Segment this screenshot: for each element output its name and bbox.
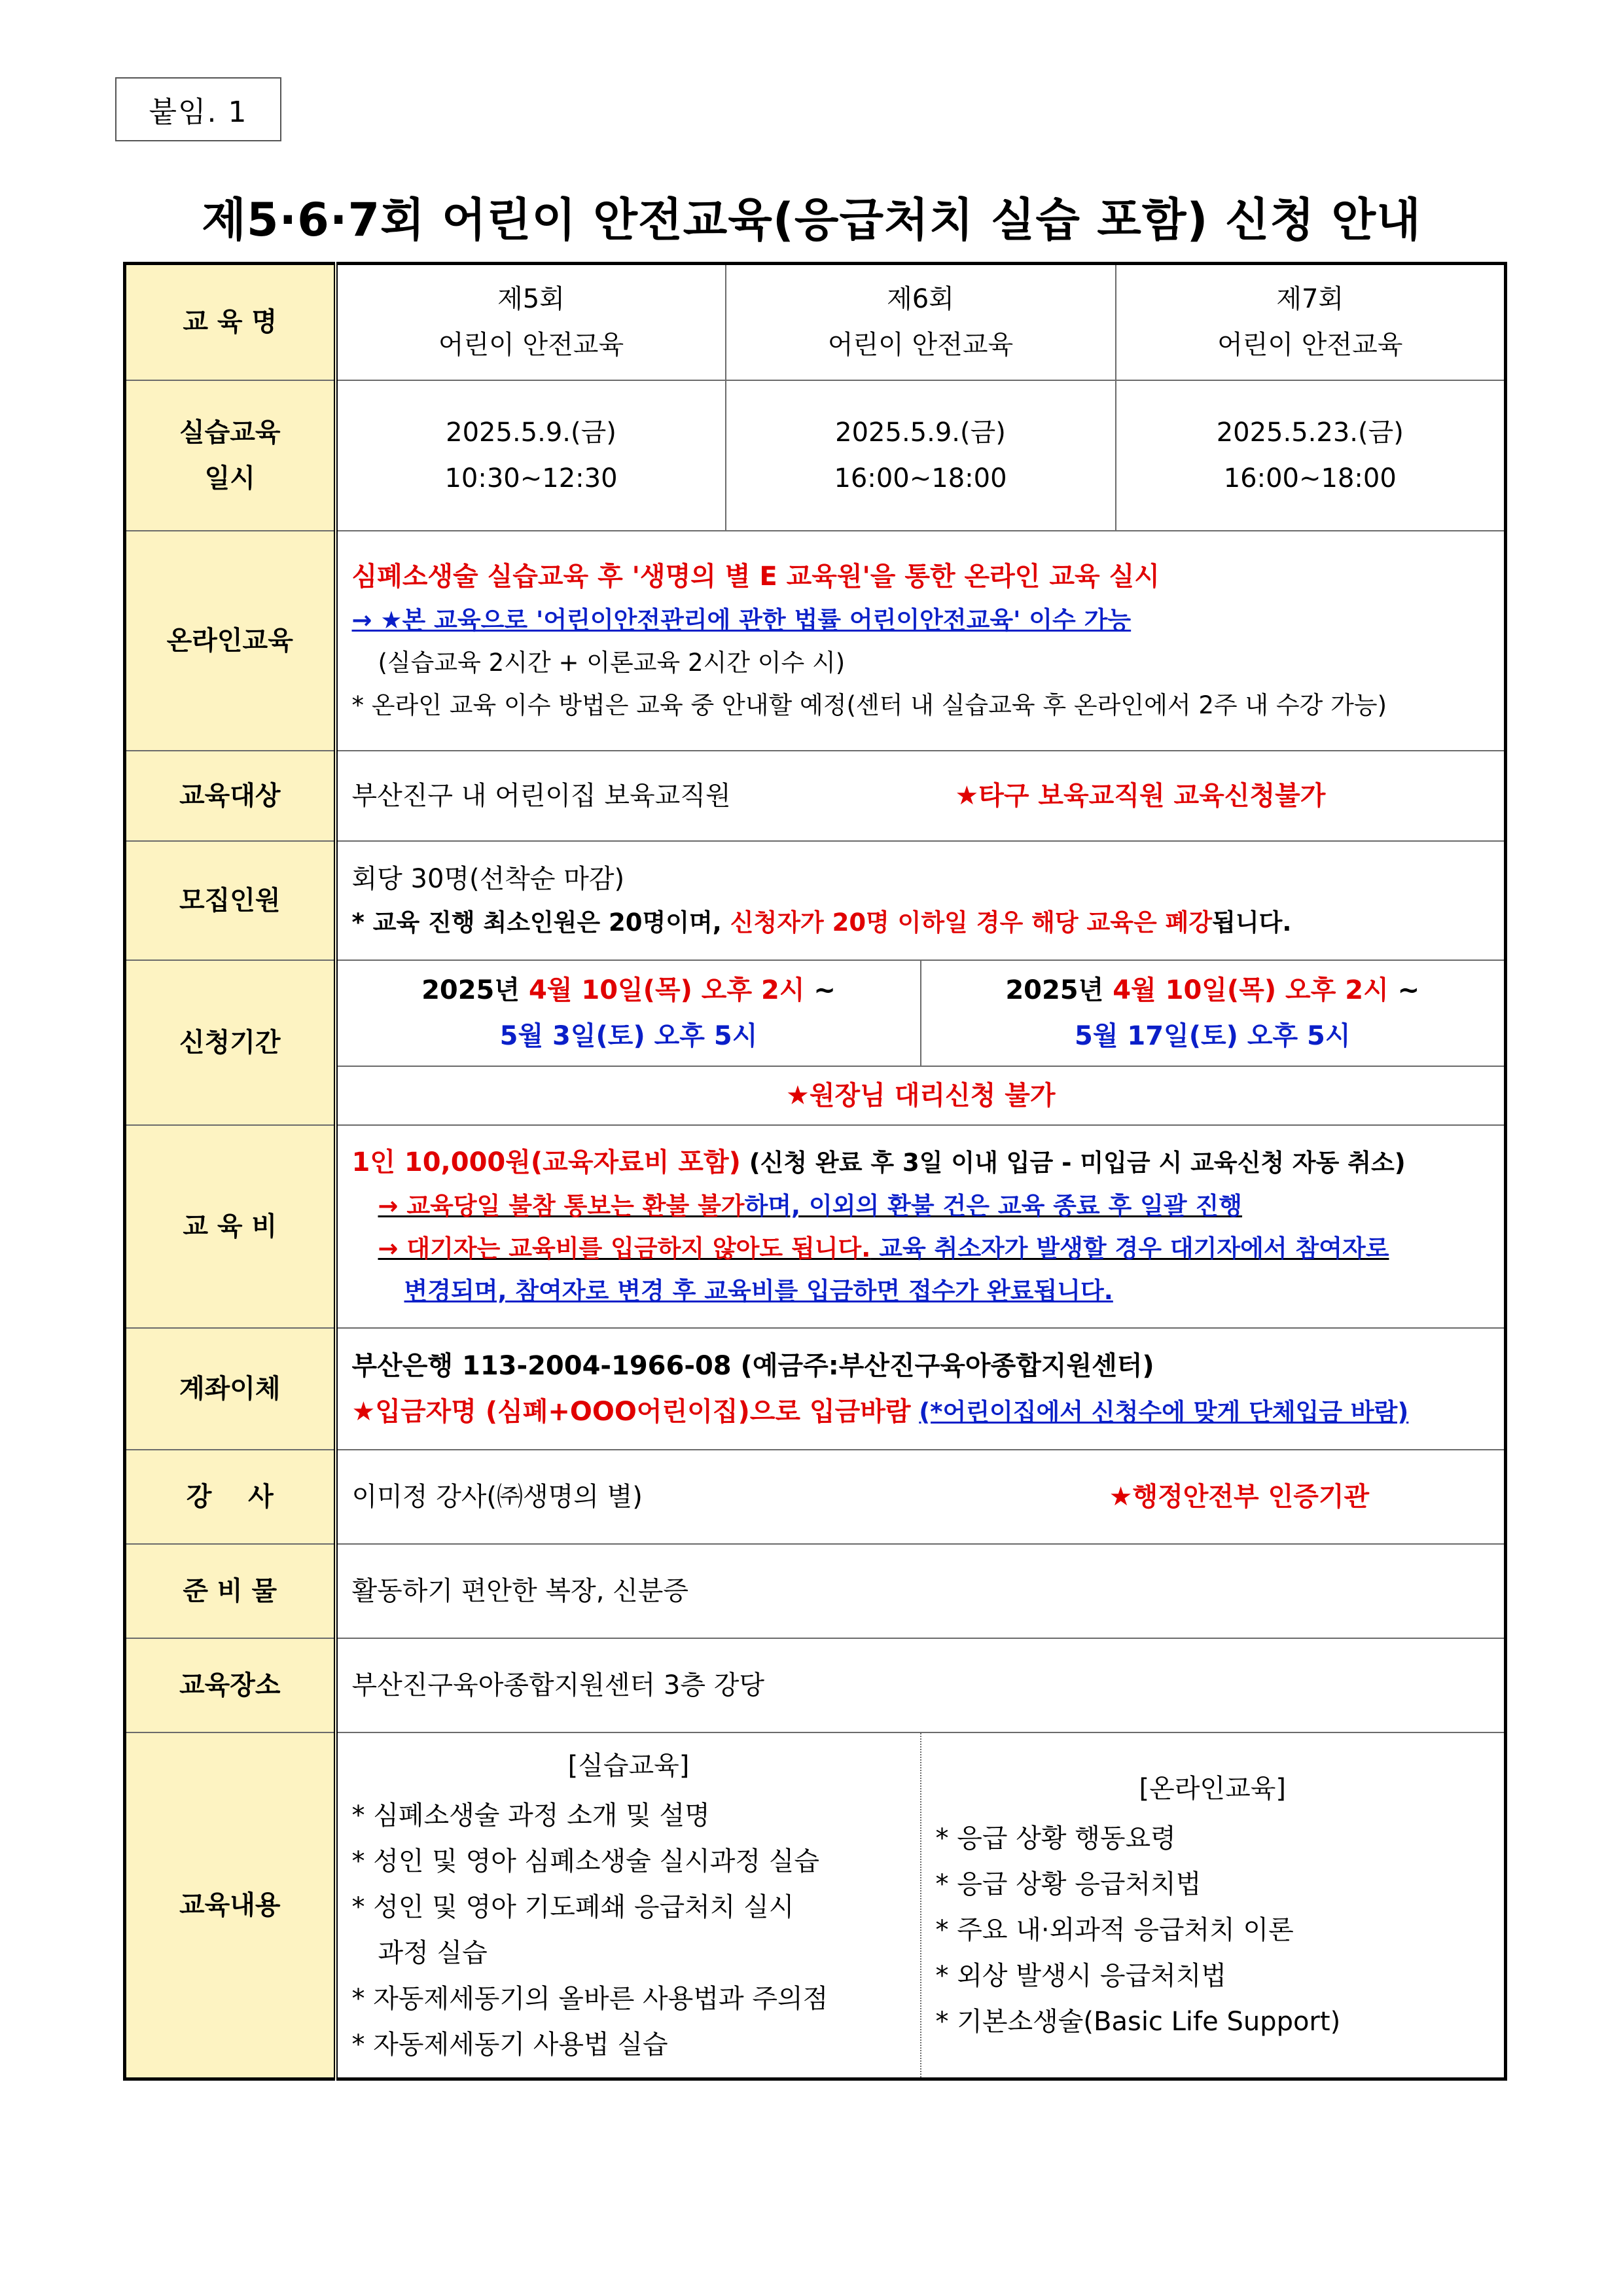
fee-waitlist-rest: 교육 취소자가 발생할 경우 대기자에서 참여자로 — [870, 1234, 1389, 1263]
row-recruit — [125, 841, 1506, 960]
transfer-cell — [336, 1328, 1506, 1450]
practice-content-title: [실습교육] — [567, 1750, 690, 1781]
prepare-text: 활동하기 편안한 복장, 신분증 — [336, 1544, 1506, 1638]
row-apply-period — [125, 960, 1506, 1066]
label-transfer: 계좌이체 — [125, 1328, 336, 1450]
session-date: 2025.5.23.(금) — [1216, 417, 1404, 448]
session-time: 16:00~18:00 — [1223, 463, 1397, 493]
practice-item: * 심폐소생술 과정 소개 및 설명 — [351, 1800, 710, 1831]
session-6-datetime-cell — [726, 380, 1116, 531]
apply-start: 4월 10일(목) 오후 2시 — [1113, 975, 1389, 1005]
apply-period-left — [336, 960, 921, 1066]
label-fee: 교 육 비 — [125, 1125, 336, 1328]
label-prepare: 준 비 물 — [125, 1544, 336, 1638]
row-instructor — [125, 1450, 1506, 1544]
label-venue: 교육장소 — [125, 1638, 336, 1732]
online-law-note: → ★본 교육으로 '어린이안전관리에 관한 법률 어린이안전교육' 이수 가능 — [351, 606, 1132, 635]
apply-end: 5월 3일(토) 오후 5시 — [499, 1020, 758, 1051]
apply-proxy-notice: ★원장님 대리신청 불가 — [336, 1066, 1506, 1125]
recruit-cell — [336, 841, 1506, 960]
label-online: 온라인교육 — [125, 531, 336, 751]
practice-item: * 자동제세동기 사용법 실습 — [351, 2029, 668, 2060]
label-apply-period: 신청기간 — [125, 960, 336, 1125]
label-line: 일시 — [204, 463, 255, 493]
recruit-count: 회당 30명(선착순 마감) — [351, 864, 625, 895]
target-text: 부산진구 내 어린이집 보육교직원 — [351, 780, 731, 811]
fee-refund-rule: → 교육당일 불참 통보는 환불 불가 — [378, 1192, 745, 1221]
fee-cell — [336, 1125, 1506, 1328]
session-5-datetime-cell — [336, 380, 726, 531]
depositor-name-rule: ★입금자명 (심폐+OOO어린이집)으로 입금바람 — [351, 1396, 911, 1427]
row-target — [125, 751, 1506, 841]
instructor-certification: ★행정안전부 인증기관 — [1109, 1481, 1370, 1512]
practice-item: * 성인 및 영아 기도폐쇄 응급처치 실시 — [351, 1892, 794, 1922]
online-item: * 응급 상황 행동요령 — [935, 1823, 1176, 1854]
row-online — [125, 531, 1506, 751]
row-prepare — [125, 1544, 1506, 1638]
session-round: 제7회 — [1276, 284, 1344, 315]
session-6-name-cell — [726, 264, 1116, 380]
session-7-name-cell — [1116, 264, 1506, 380]
instructor-cell — [336, 1450, 1506, 1544]
label-recruit: 모집인원 — [125, 841, 336, 960]
session-7-datetime-cell — [1116, 380, 1506, 531]
group-deposit-note: (*어린이집에서 신청수에 맞게 단체입금 바람) — [919, 1397, 1409, 1426]
fee-amount: 1인 10,000원(교육자료비 포함) — [351, 1147, 741, 1178]
online-content-cell — [921, 1732, 1506, 2079]
label-instructor: 강 사 — [125, 1450, 336, 1544]
label-target: 교육대상 — [125, 751, 336, 841]
label-practice-datetime — [125, 380, 336, 531]
bank-account: 부산은행 113-2004-1966-08 (예금주:부산진구육아종합지원센터) — [351, 1350, 1154, 1381]
practice-item: * 자동제세동기의 올바른 사용법과 주의점 — [351, 1983, 829, 2014]
online-cell — [336, 531, 1506, 751]
label-course-name: 교 육 명 — [125, 264, 336, 380]
apply-year: 2025년 — [421, 975, 529, 1005]
apply-period-right — [921, 960, 1506, 1066]
target-warning: ★타구 보육교직원 교육신청불가 — [955, 780, 1326, 811]
row-fee — [125, 1125, 1506, 1328]
row-content — [125, 1732, 1506, 2079]
fee-waitlist-continued: 변경되며, 참여자로 변경 후 교육비를 입금하면 접수가 완료됩니다. — [404, 1276, 1113, 1305]
session-date: 2025.5.9.(금) — [835, 417, 1006, 448]
session-time: 10:30~12:30 — [444, 463, 618, 493]
application-info-table — [123, 262, 1507, 2081]
session-5-name-cell — [336, 264, 726, 380]
online-content-title: [온라인교육] — [1139, 1773, 1286, 1804]
online-method-note: * 온라인 교육 이수 방법은 교육 중 안내할 예정(센터 내 실습교육 후 온라인에서 2주 내 수강 가능) — [351, 691, 1387, 719]
apply-start: 4월 10일(목) 오후 2시 — [528, 975, 805, 1005]
recruit-note — [352, 902, 1490, 944]
fee-refund-rest: 하며, 이외의 환불 건은 교육 종료 후 일괄 진행 — [744, 1192, 1243, 1221]
label-content: 교육내용 — [125, 1732, 336, 2079]
session-date: 2025.5.9.(금) — [446, 417, 616, 448]
recruit-cancel-condition: 신청자가 20명 이하일 경우 해당 교육은 폐강 — [730, 908, 1213, 937]
apply-year: 2025년 — [1005, 975, 1113, 1005]
recruit-note-part: * 교육 진행 최소인원은 20명이며, — [351, 908, 730, 937]
fee-waitlist-rule: → 대기자는 교육비를 입금하지 않아도 됩니다. — [378, 1234, 871, 1263]
online-item: * 기본소생술(Basic Life Support) — [935, 2006, 1341, 2037]
instructor-name: 이미정 강사(㈜생명의 별) — [351, 1481, 643, 1512]
recruit-note-part: 됩니다. — [1212, 908, 1292, 937]
online-item: * 응급 상황 응급처치법 — [935, 1869, 1202, 1899]
apply-end: 5월 17일(토) 오후 5시 — [1075, 1020, 1351, 1051]
row-transfer — [125, 1328, 1506, 1450]
online-item: * 외상 발생시 응급처치법 — [935, 1960, 1227, 1991]
online-hours-note: (실습교육 2시간 + 이론교육 2시간 이수 시) — [378, 649, 846, 677]
session-name: 어린이 안전교육 — [438, 330, 624, 361]
session-name: 어린이 안전교육 — [1217, 330, 1403, 361]
label-line: 실습교육 — [179, 417, 281, 448]
target-cell — [336, 751, 1506, 841]
attachment-label: 붙임. 1 — [115, 77, 281, 141]
session-round: 제6회 — [887, 284, 954, 315]
row-venue — [125, 1638, 1506, 1732]
practice-content-cell — [336, 1732, 921, 2079]
session-name: 어린이 안전교육 — [827, 330, 1014, 361]
row-practice-datetime — [125, 380, 1506, 531]
online-item: * 주요 내·외과적 응급처치 이론 — [935, 1914, 1294, 1945]
apply-tilde: ~ — [1388, 975, 1420, 1005]
apply-tilde: ~ — [804, 975, 836, 1005]
practice-item: 과정 실습 — [378, 1937, 488, 1968]
venue-text: 부산진구육아종합지원센터 3층 강당 — [336, 1638, 1506, 1732]
session-round: 제5회 — [497, 284, 565, 315]
online-main-text: 심폐소생술 실습교육 후 '생명의 별 E 교육원'을 통한 온라인 교육 실시 — [351, 562, 1160, 592]
fee-payment-note: (신청 완료 후 3일 이내 입금 - 미입금 시 교육신청 자동 취소) — [740, 1149, 1406, 1177]
session-time: 16:00~18:00 — [834, 463, 1007, 493]
page-title: 제5·6·7회 어린이 안전교육(응급처치 실습 포함) 신청 안내 — [202, 193, 1421, 247]
row-course-name — [125, 264, 1506, 380]
practice-item: * 성인 및 영아 심폐소생술 실시과정 실습 — [351, 1846, 820, 1876]
